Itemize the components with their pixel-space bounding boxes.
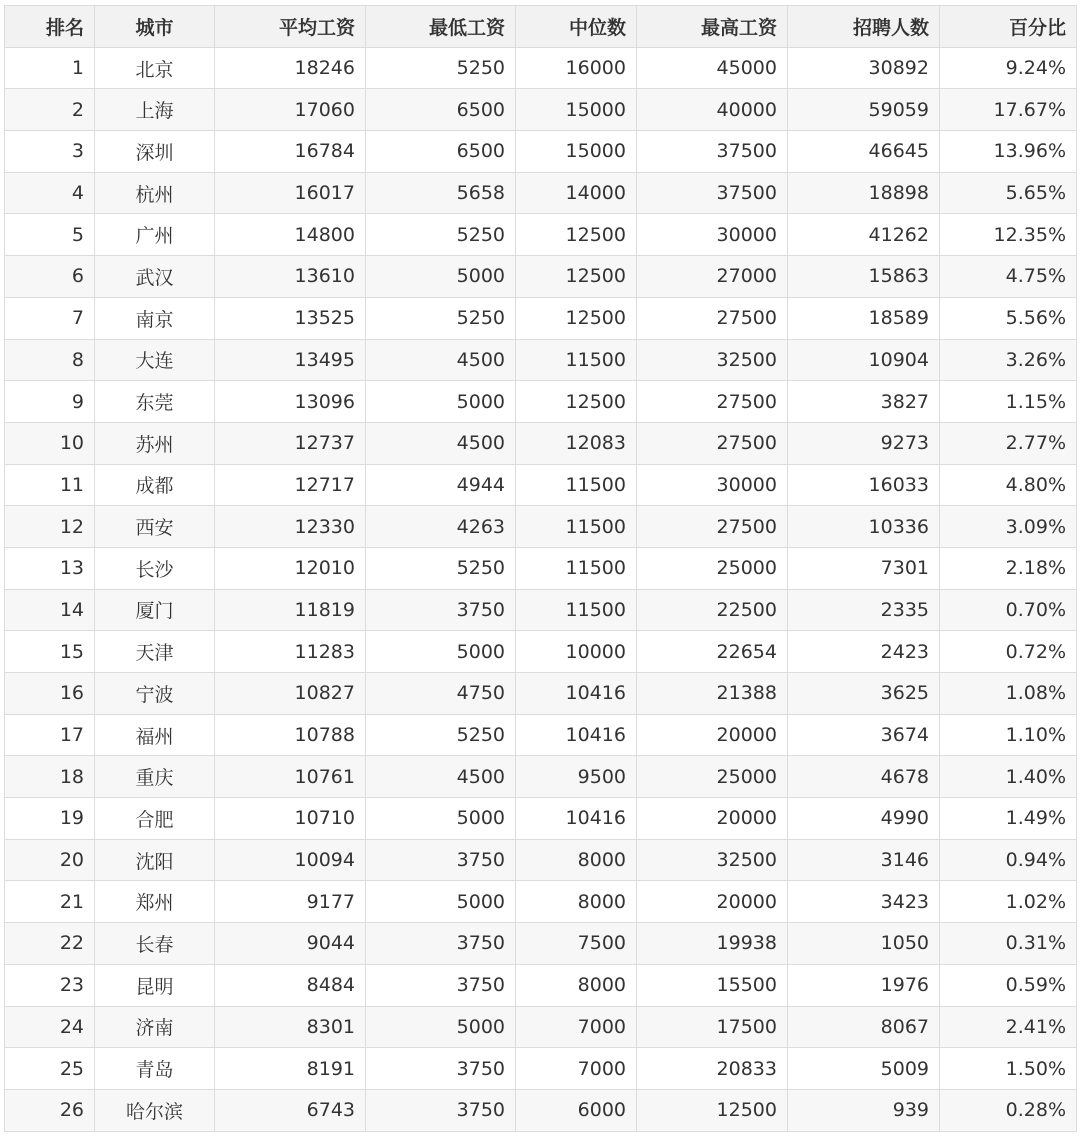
hiring-count-cell: 1050	[788, 923, 940, 965]
average-salary-cell: 10788	[215, 714, 366, 756]
average-salary-cell: 8301	[215, 1006, 366, 1048]
percentage-cell: 5.56%	[940, 297, 1077, 339]
average-salary-cell: 10710	[215, 798, 366, 840]
table-row	[5, 214, 1077, 256]
maximum-salary-cell: 27500	[637, 422, 788, 464]
minimum-salary-cell: 4500	[366, 339, 516, 381]
percentage-cell: 1.10%	[940, 714, 1077, 756]
average-salary-cell: 16017	[215, 172, 366, 214]
table-row	[5, 1089, 1077, 1131]
minimum-salary-cell: 3750	[366, 923, 516, 965]
median-cell: 11500	[516, 506, 637, 548]
maximum-salary-cell: 20000	[637, 714, 788, 756]
table-row	[5, 339, 1077, 381]
rank-cell: 6	[5, 256, 95, 298]
city-cell: 南京	[95, 297, 215, 339]
percentage-cell: 2.77%	[940, 422, 1077, 464]
header-percentage: 百分比	[940, 6, 1077, 48]
rank-cell: 16	[5, 673, 95, 715]
percentage-cell: 3.09%	[940, 506, 1077, 548]
median-cell: 7500	[516, 923, 637, 965]
city-cell: 大连	[95, 339, 215, 381]
rank-cell: 24	[5, 1006, 95, 1048]
maximum-salary-cell: 30000	[637, 214, 788, 256]
table-row	[5, 923, 1077, 965]
maximum-salary-cell: 30000	[637, 464, 788, 506]
city-cell: 天津	[95, 631, 215, 673]
maximum-salary-cell: 27500	[637, 506, 788, 548]
table-header	[5, 6, 1077, 48]
percentage-cell: 0.72%	[940, 631, 1077, 673]
maximum-salary-cell: 27000	[637, 256, 788, 298]
percentage-cell: 17.67%	[940, 89, 1077, 131]
average-salary-cell: 9177	[215, 881, 366, 923]
rank-cell: 8	[5, 339, 95, 381]
header-minimum-salary: 最低工资	[366, 6, 516, 48]
average-salary-cell: 9044	[215, 923, 366, 965]
median-cell: 12500	[516, 297, 637, 339]
table-row	[5, 506, 1077, 548]
maximum-salary-cell: 12500	[637, 1089, 788, 1131]
city-cell: 青岛	[95, 1048, 215, 1090]
rank-cell: 7	[5, 297, 95, 339]
minimum-salary-cell: 6500	[366, 131, 516, 173]
city-cell: 上海	[95, 89, 215, 131]
table-row	[5, 798, 1077, 840]
minimum-salary-cell: 5000	[366, 881, 516, 923]
minimum-salary-cell: 5000	[366, 1006, 516, 1048]
minimum-salary-cell: 5250	[366, 547, 516, 589]
header-hiring-count: 招聘人数	[788, 6, 940, 48]
average-salary-cell: 11819	[215, 589, 366, 631]
minimum-salary-cell: 4500	[366, 422, 516, 464]
maximum-salary-cell: 32500	[637, 839, 788, 881]
maximum-salary-cell: 27500	[637, 381, 788, 423]
median-cell: 9500	[516, 756, 637, 798]
maximum-salary-cell: 27500	[637, 297, 788, 339]
hiring-count-cell: 7301	[788, 547, 940, 589]
minimum-salary-cell: 5000	[366, 256, 516, 298]
percentage-cell: 1.49%	[940, 798, 1077, 840]
city-cell: 郑州	[95, 881, 215, 923]
maximum-salary-cell: 20000	[637, 881, 788, 923]
median-cell: 10416	[516, 798, 637, 840]
city-cell: 济南	[95, 1006, 215, 1048]
rank-cell: 19	[5, 798, 95, 840]
maximum-salary-cell: 37500	[637, 172, 788, 214]
hiring-count-cell: 15863	[788, 256, 940, 298]
header-median: 中位数	[516, 6, 637, 48]
table-row	[5, 589, 1077, 631]
city-cell: 杭州	[95, 172, 215, 214]
median-cell: 10000	[516, 631, 637, 673]
percentage-cell: 3.26%	[940, 339, 1077, 381]
hiring-count-cell: 8067	[788, 1006, 940, 1048]
median-cell: 6000	[516, 1089, 637, 1131]
rank-cell: 12	[5, 506, 95, 548]
average-salary-cell: 13525	[215, 297, 366, 339]
city-cell: 广州	[95, 214, 215, 256]
city-cell: 深圳	[95, 131, 215, 173]
header-maximum-salary: 最高工资	[637, 6, 788, 48]
city-cell: 长沙	[95, 547, 215, 589]
minimum-salary-cell: 3750	[366, 1089, 516, 1131]
percentage-cell: 0.31%	[940, 923, 1077, 965]
table-row	[5, 714, 1077, 756]
rank-cell: 15	[5, 631, 95, 673]
hiring-count-cell: 3674	[788, 714, 940, 756]
median-cell: 11500	[516, 547, 637, 589]
rank-cell: 17	[5, 714, 95, 756]
median-cell: 10416	[516, 714, 637, 756]
city-cell: 宁波	[95, 673, 215, 715]
hiring-count-cell: 10336	[788, 506, 940, 548]
table-row	[5, 839, 1077, 881]
maximum-salary-cell: 32500	[637, 339, 788, 381]
percentage-cell: 4.80%	[940, 464, 1077, 506]
hiring-count-cell: 3827	[788, 381, 940, 423]
minimum-salary-cell: 5000	[366, 798, 516, 840]
average-salary-cell: 10094	[215, 839, 366, 881]
table-row	[5, 422, 1077, 464]
percentage-cell: 1.08%	[940, 673, 1077, 715]
maximum-salary-cell: 25000	[637, 756, 788, 798]
median-cell: 7000	[516, 1006, 637, 1048]
rank-cell: 23	[5, 964, 95, 1006]
hiring-count-cell: 30892	[788, 47, 940, 89]
city-cell: 厦门	[95, 589, 215, 631]
table-row	[5, 1048, 1077, 1090]
percentage-cell: 1.15%	[940, 381, 1077, 423]
city-cell: 东莞	[95, 381, 215, 423]
percentage-cell: 4.75%	[940, 256, 1077, 298]
median-cell: 12083	[516, 422, 637, 464]
minimum-salary-cell: 3750	[366, 839, 516, 881]
percentage-cell: 1.02%	[940, 881, 1077, 923]
city-cell: 合肥	[95, 798, 215, 840]
hiring-count-cell: 2423	[788, 631, 940, 673]
maximum-salary-cell: 22500	[637, 589, 788, 631]
average-salary-cell: 16784	[215, 131, 366, 173]
city-cell: 长春	[95, 923, 215, 965]
table-row	[5, 172, 1077, 214]
rank-cell: 5	[5, 214, 95, 256]
hiring-count-cell: 9273	[788, 422, 940, 464]
rank-cell: 2	[5, 89, 95, 131]
minimum-salary-cell: 3750	[366, 1048, 516, 1090]
hiring-count-cell: 4990	[788, 798, 940, 840]
average-salary-cell: 18246	[215, 47, 366, 89]
minimum-salary-cell: 4263	[366, 506, 516, 548]
median-cell: 12500	[516, 256, 637, 298]
hiring-count-cell: 10904	[788, 339, 940, 381]
rank-cell: 21	[5, 881, 95, 923]
city-cell: 哈尔滨	[95, 1089, 215, 1131]
table-row	[5, 631, 1077, 673]
table-row	[5, 1006, 1077, 1048]
minimum-salary-cell: 4944	[366, 464, 516, 506]
salary-table-container	[4, 5, 1076, 1132]
city-cell: 北京	[95, 47, 215, 89]
percentage-cell: 1.50%	[940, 1048, 1077, 1090]
city-cell: 重庆	[95, 756, 215, 798]
table-row	[5, 256, 1077, 298]
median-cell: 12500	[516, 214, 637, 256]
hiring-count-cell: 2335	[788, 589, 940, 631]
median-cell: 7000	[516, 1048, 637, 1090]
hiring-count-cell: 1976	[788, 964, 940, 1006]
minimum-salary-cell: 3750	[366, 964, 516, 1006]
rank-cell: 13	[5, 547, 95, 589]
header-average-salary: 平均工资	[215, 6, 366, 48]
hiring-count-cell: 46645	[788, 131, 940, 173]
header-rank: 排名	[5, 6, 95, 48]
average-salary-cell: 12737	[215, 422, 366, 464]
table-row	[5, 464, 1077, 506]
hiring-count-cell: 18589	[788, 297, 940, 339]
maximum-salary-cell: 20833	[637, 1048, 788, 1090]
maximum-salary-cell: 25000	[637, 547, 788, 589]
average-salary-cell: 13495	[215, 339, 366, 381]
hiring-count-cell: 939	[788, 1089, 940, 1131]
rank-cell: 9	[5, 381, 95, 423]
header-row	[5, 6, 1077, 48]
maximum-salary-cell: 37500	[637, 131, 788, 173]
average-salary-cell: 8191	[215, 1048, 366, 1090]
average-salary-cell: 6743	[215, 1089, 366, 1131]
percentage-cell: 1.40%	[940, 756, 1077, 798]
percentage-cell: 0.70%	[940, 589, 1077, 631]
hiring-count-cell: 3625	[788, 673, 940, 715]
median-cell: 8000	[516, 839, 637, 881]
percentage-cell: 5.65%	[940, 172, 1077, 214]
table-row	[5, 964, 1077, 1006]
average-salary-cell: 10827	[215, 673, 366, 715]
median-cell: 8000	[516, 964, 637, 1006]
city-cell: 西安	[95, 506, 215, 548]
average-salary-cell: 12717	[215, 464, 366, 506]
hiring-count-cell: 59059	[788, 89, 940, 131]
hiring-count-cell: 4678	[788, 756, 940, 798]
minimum-salary-cell: 6500	[366, 89, 516, 131]
rank-cell: 4	[5, 172, 95, 214]
table-row	[5, 756, 1077, 798]
table-row	[5, 297, 1077, 339]
table-row	[5, 673, 1077, 715]
city-cell: 武汉	[95, 256, 215, 298]
average-salary-cell: 11283	[215, 631, 366, 673]
median-cell: 11500	[516, 464, 637, 506]
minimum-salary-cell: 5250	[366, 297, 516, 339]
percentage-cell: 2.41%	[940, 1006, 1077, 1048]
median-cell: 11500	[516, 339, 637, 381]
maximum-salary-cell: 17500	[637, 1006, 788, 1048]
city-cell: 苏州	[95, 422, 215, 464]
table-row	[5, 881, 1077, 923]
rank-cell: 18	[5, 756, 95, 798]
city-cell: 福州	[95, 714, 215, 756]
minimum-salary-cell: 5250	[366, 714, 516, 756]
maximum-salary-cell: 22654	[637, 631, 788, 673]
median-cell: 15000	[516, 131, 637, 173]
median-cell: 12500	[516, 381, 637, 423]
minimum-salary-cell: 5000	[366, 381, 516, 423]
salary-table	[4, 5, 1077, 1132]
percentage-cell: 0.59%	[940, 964, 1077, 1006]
minimum-salary-cell: 5658	[366, 172, 516, 214]
minimum-salary-cell: 5250	[366, 214, 516, 256]
rank-cell: 10	[5, 422, 95, 464]
table-row	[5, 89, 1077, 131]
table-row	[5, 381, 1077, 423]
maximum-salary-cell: 20000	[637, 798, 788, 840]
median-cell: 11500	[516, 589, 637, 631]
minimum-salary-cell: 5000	[366, 631, 516, 673]
city-cell: 成都	[95, 464, 215, 506]
rank-cell: 25	[5, 1048, 95, 1090]
rank-cell: 20	[5, 839, 95, 881]
percentage-cell: 12.35%	[940, 214, 1077, 256]
hiring-count-cell: 16033	[788, 464, 940, 506]
average-salary-cell: 17060	[215, 89, 366, 131]
percentage-cell: 0.28%	[940, 1089, 1077, 1131]
table-body	[5, 47, 1077, 1131]
table-row	[5, 547, 1077, 589]
table-row	[5, 47, 1077, 89]
average-salary-cell: 12330	[215, 506, 366, 548]
average-salary-cell: 8484	[215, 964, 366, 1006]
maximum-salary-cell: 21388	[637, 673, 788, 715]
hiring-count-cell: 3423	[788, 881, 940, 923]
minimum-salary-cell: 4750	[366, 673, 516, 715]
rank-cell: 1	[5, 47, 95, 89]
rank-cell: 22	[5, 923, 95, 965]
maximum-salary-cell: 45000	[637, 47, 788, 89]
average-salary-cell: 13096	[215, 381, 366, 423]
rank-cell: 11	[5, 464, 95, 506]
hiring-count-cell: 5009	[788, 1048, 940, 1090]
average-salary-cell: 12010	[215, 547, 366, 589]
average-salary-cell: 10761	[215, 756, 366, 798]
maximum-salary-cell: 40000	[637, 89, 788, 131]
percentage-cell: 9.24%	[940, 47, 1077, 89]
average-salary-cell: 14800	[215, 214, 366, 256]
median-cell: 14000	[516, 172, 637, 214]
rank-cell: 26	[5, 1089, 95, 1131]
minimum-salary-cell: 5250	[366, 47, 516, 89]
median-cell: 16000	[516, 47, 637, 89]
table-row	[5, 131, 1077, 173]
median-cell: 15000	[516, 89, 637, 131]
median-cell: 8000	[516, 881, 637, 923]
median-cell: 10416	[516, 673, 637, 715]
percentage-cell: 0.94%	[940, 839, 1077, 881]
percentage-cell: 2.18%	[940, 547, 1077, 589]
maximum-salary-cell: 15500	[637, 964, 788, 1006]
average-salary-cell: 13610	[215, 256, 366, 298]
hiring-count-cell: 18898	[788, 172, 940, 214]
city-cell: 沈阳	[95, 839, 215, 881]
rank-cell: 14	[5, 589, 95, 631]
rank-cell: 3	[5, 131, 95, 173]
header-city: 城市	[95, 6, 215, 48]
hiring-count-cell: 41262	[788, 214, 940, 256]
city-cell: 昆明	[95, 964, 215, 1006]
minimum-salary-cell: 4500	[366, 756, 516, 798]
hiring-count-cell: 3146	[788, 839, 940, 881]
maximum-salary-cell: 19938	[637, 923, 788, 965]
minimum-salary-cell: 3750	[366, 589, 516, 631]
percentage-cell: 13.96%	[940, 131, 1077, 173]
